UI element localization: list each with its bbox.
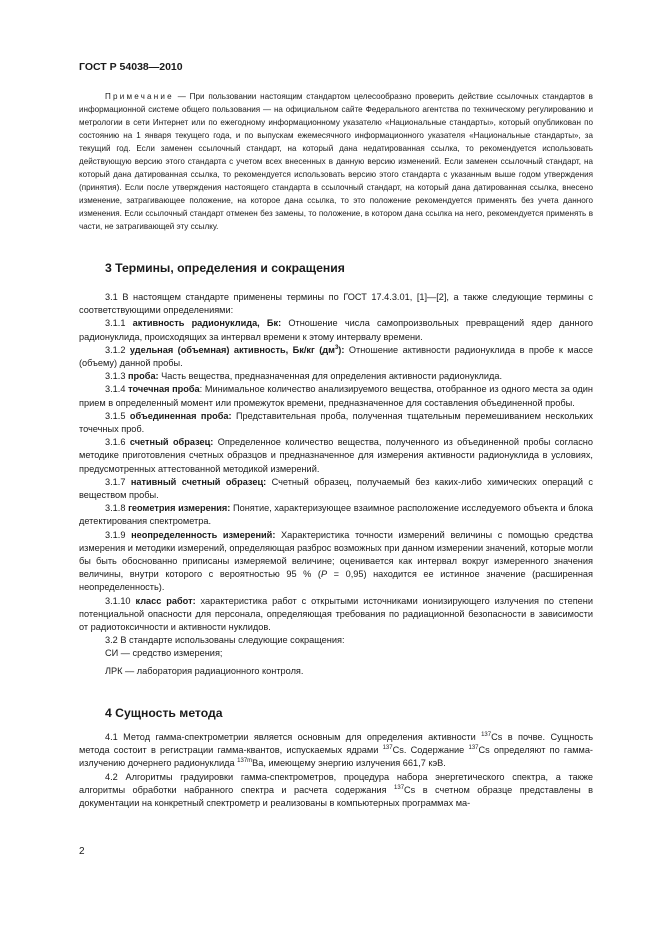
abbreviation-item: ЛРК — лаборатория радиационного контроля. — [105, 665, 304, 676]
clause-3-1: 3.1 В настоящем стандарте применены термины по ГОСТ 17.4.3.01, [1]—[2], а также следующие термины с соответствующими определениями: — [79, 292, 593, 316]
term-definition: Счетный образец, получаемый без каких-либо химических операций с веществом пробы. — [79, 476, 593, 501]
term-definition: Часть вещества, предназначенная для определения активности радионуклида. — [158, 371, 503, 382]
term-title: неопределенность измерений: — [131, 529, 276, 540]
section-4-heading: 4 Сущность метода — [105, 706, 223, 720]
clause-3-2: 3.2 В стандарте использованы следующие сокращения: — [105, 635, 345, 646]
note-label: Примечание — [105, 92, 174, 101]
term-3-1-8 — [79, 502, 593, 528]
clause-4-2 — [79, 771, 593, 811]
page-number: 2 — [79, 846, 85, 857]
term-title: объединенная проба: — [129, 410, 232, 421]
term-title-part: удельная (объемная) активность, Бк/кг (дм — [129, 344, 335, 355]
term-number: 3.1.3 — [105, 371, 126, 382]
abbreviation-item: СИ — средство измерения; — [105, 648, 223, 659]
standard-header: ГОСТ Р 54038—2010 — [79, 61, 183, 73]
term-number: 3.1.8 — [105, 503, 126, 514]
superscript: 137m — [237, 758, 253, 765]
term-3-1-7 — [79, 476, 593, 502]
probability-symbol: Р — [320, 569, 328, 580]
clause-4-1 — [79, 731, 593, 771]
term-title: точечная проба — [128, 384, 200, 395]
term-3-1-10 — [79, 595, 593, 635]
term-definition: Определенное количество вещества, полученного из объединенной пробы согласно методике приготовления счетных образцов и предназначенное для измерения активности радионуклида в условиях, предусмотренных аттестованной методикой измерений. — [79, 437, 593, 474]
term-3-1-9 — [79, 529, 593, 595]
section-3-heading: 3 Термины, определения и сокращения — [105, 261, 345, 275]
term-3-1-1 — [79, 317, 593, 343]
term-3-1-5 — [79, 410, 593, 436]
text-run: 4.1 Метод гамма-спектрометрии является основным для определения активности — [105, 732, 482, 742]
superscript: 137 — [382, 745, 393, 752]
term-definition: Отношение числа самопроизвольных превращений ядер данного радионуклида, происходящих за интервал времени к этому интервалу времени. — [79, 318, 593, 342]
section-4-body — [79, 731, 593, 810]
term-title — [130, 345, 345, 355]
term-definition: характеристика работ с открытыми источниками ионизирующего излучения по степени потенциальной опасности для персонала, определяющая требования по радиационной безопасности в зависимости от радиотоксичности и активности нуклидов. — [79, 595, 593, 633]
term-title: класс работ: — [135, 595, 196, 606]
term-number: 3.1.2 — [105, 344, 126, 355]
term-definition: Характеристика точности измерений величины с помощью средства измерения и методики измерений, определяющая разброс возможных при данном измерении значений, которые могли бы быть обоснованно приписаны измеряемой величине; оценивается как интервал вокруг измеренного значения величины, внутри которого с вероятностью 95 % ( — [79, 529, 593, 580]
term-number: 3.1.10 — [105, 595, 131, 606]
text-run: 4.2 Алгоритмы градуировки гамма-спектрометров, процедура набора энергетического спектра, а также алгоритмы обработки набранного спектра и расчета содержания — [79, 771, 593, 795]
term-number: 3.1.1 — [105, 318, 126, 329]
section-3-body — [79, 291, 593, 678]
term-number: 3.1.7 — [105, 476, 126, 487]
term-title: активность радионуклида, Бк: — [132, 318, 282, 329]
superscript: 137 — [394, 784, 405, 791]
term-definition: Отношение активности радионуклида в пробе к массе (объему) данной пробы. — [79, 344, 593, 369]
term-number: 3.1.4 — [105, 384, 126, 395]
superscript: 3 — [334, 344, 339, 351]
term-definition: : Минимальное количество анализируемого вещества, отобранное из одного места за один прием в определенный момент или промежуток времени, предназначенное для составления объединенной пробы. — [79, 384, 593, 408]
note-text: — При пользовании настоящим стандартом целесообразно проверить действие ссылочных стандартов в информационной системе общего пользования — на официальном сайте Федерального агентства по техническому регулированию и метрологии в сети Интернет или по ежегодному информационному указателю «Национальные стандарты», который опубликован по состоянию на 1 января текущего года, и по выпускам ежемесячного информационного указателя «Национальные стандарты», за текущий год. Если заменен ссылочный стандарт, на который дана недатированная ссылка, то рекомендуется использовать действующую версию этого стандарта с учетом всех внесенных в данную версию изменений. Если заменен ссылочный стандарт, на который дана датированная ссылка, то рекомендуется использовать версию этого стандарта с указанным выше годом утверждения (принятия). Если после утверждения настоящего стандарта в ссылочный стандарт, на который дана датированная ссылка, внесено изменение, затрагивающее положение, на которое дана ссылка, то это положение рекомендуется применять без учета данного изменения. Если ссылочный стандарт отменен без замены, то положение, в котором дана ссылка на него, рекомендуется применять в части, не затрагивающей эту ссылку. — [79, 92, 593, 231]
term-title: счетный образец: — [129, 437, 214, 448]
term-3-1-2 — [79, 344, 593, 370]
superscript: 137 — [481, 732, 492, 738]
text-run: Cs определяют по гамма-излучению дочернего радионуклида — [79, 745, 593, 769]
term-3-1-4 — [79, 383, 593, 409]
text-run: Cs в счетном образце представлены в документации на конкретный спектрометр и реализованы в компьютерных программах ма- — [79, 784, 594, 809]
term-title-part: ): — [338, 344, 345, 355]
term-definition: Представительная проба, полученная тщательным перемешиванием нескольких точечных проб. — [79, 410, 593, 435]
term-number: 3.1.9 — [105, 529, 126, 540]
term-definition-end: = 0,95) находится ее истинное значение (расширенная неопределенность). — [79, 569, 594, 593]
term-number: 3.1.6 — [105, 437, 126, 448]
term-title: проба: — [128, 371, 159, 382]
term-3-1-6 — [79, 436, 593, 476]
term-title: нативный счетный образец: — [130, 476, 267, 487]
term-definition: Понятие, характеризующее взаимное расположение исследуемого объекта и блока детектирования спектрометра. — [79, 503, 593, 527]
term-title: геометрия измерения: — [128, 503, 231, 514]
note-paragraph — [79, 90, 593, 233]
text-run: Cs. Содержание — [392, 745, 469, 756]
text-run: Cs в почве. Сущность метода состоит в регистрации гамма-квантов, испускаемых ядрами — [79, 732, 594, 756]
text-run: Ba, имеющему энергию излучения 661,7 кэВ. — [252, 758, 446, 769]
term-number: 3.1.5 — [105, 410, 126, 421]
term-3-1-3 — [79, 370, 593, 383]
superscript: 137 — [468, 745, 479, 752]
